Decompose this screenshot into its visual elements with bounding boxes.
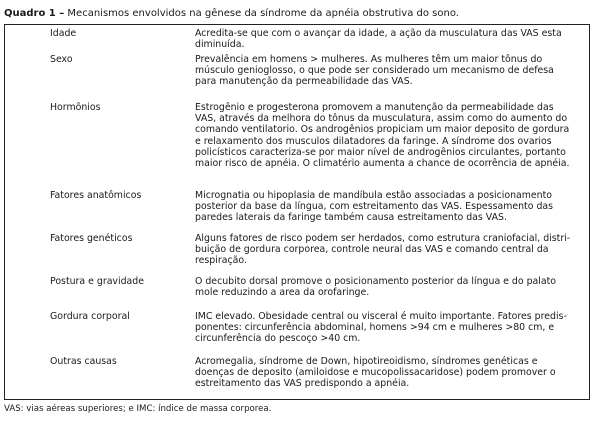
row-factor: Postura e gravidade (50, 276, 145, 287)
row-description: Estrogênio e progesterona promovem a manutenção da permeabilidade das VAS, através da melhora do tônus da musculatura, assim como do aumento do comando ventilatorio. Os androgênios propiciam um maior deposito de gordura e relaxamento dos musculos dilatadores da faringe. A síndrome dos ovarios policísticos caracteriza-se por maior nível de androgênios circulantes, portanto maior risco de apnéia. O climatério aumenta a chance de ocorrência de apnéia. (195, 102, 570, 170)
row-factor: Sexo (50, 54, 73, 65)
mechanisms-table (4, 24, 590, 400)
row-description: Prevalência em homens > mulheres. As mulheres têm um maior tônus do músculo genioglosso, o que pode ser considerado um mecanismo de defesa para manutenção da permeabilidade das VAS. (195, 54, 554, 88)
row-factor: Outras causas (50, 356, 117, 367)
row-description: Acredita-se que com o avançar da idade, a ação da musculatura das VAS esta diminuída. (195, 28, 562, 51)
row-factor: Idade (50, 28, 77, 39)
table-footnote: VAS: vias aéreas superiores; e IMC: índice de massa corporea. (4, 404, 272, 414)
row-factor: Fatores anatômicos (50, 190, 142, 201)
caption-text: Mecanismos envolvidos na gênese da síndrome da apnéia obstrutiva do sono. (64, 8, 459, 19)
row-description: Acromegalia, síndrome de Down, hipotireoidismo, síndromes genéticas e doenças de deposito (amiloidose e mucopolissacaridose) podem promover o estreitamento das VAS predispondo a apnéia. (195, 356, 556, 390)
row-description: IMC elevado. Obesidade central ou visceral é muito importante. Fatores predis- ponentes: circunferência abdominal, homens >94 cm e mulheres >80 cm, e circunferência do pescoço >40 cm. (195, 311, 567, 345)
row-description: Alguns fatores de risco podem ser herdados, como estrutura craniofacial, distri- buição de gordura corporea, controle neural das VAS e comando central da respiração. (195, 233, 571, 267)
caption-label: Quadro 1 – (4, 8, 65, 19)
row-description: O decubito dorsal promove o posicionamento posterior da língua e do palato mole reduzindo a area da orofaringe. (195, 276, 557, 299)
row-factor: Fatores genéticos (50, 233, 133, 244)
row-description: Micrognatia ou hipoplasia de mandíbula estão associadas a posicionamento posterior da base da língua, com estreitamento das VAS. Espessamento das paredes laterais da faringe também causa estreitamento das VAS. (195, 190, 554, 224)
row-factor: Gordura corporal (50, 311, 130, 322)
table-caption (4, 7, 592, 20)
row-factor: Hormônios (50, 102, 101, 113)
